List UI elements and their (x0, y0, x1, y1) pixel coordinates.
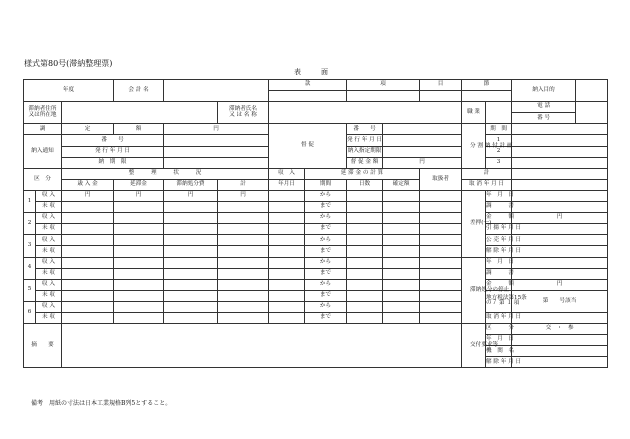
name-value[interactable] (269, 102, 462, 124)
status-header: 整 理 状 況 (62, 168, 269, 179)
address-label: 滞納者住所 又は所在地 (24, 102, 62, 124)
release-date-label: 解 除 年 月 日 (486, 246, 512, 257)
phone-value[interactable] (576, 102, 608, 124)
agency-value[interactable] (512, 346, 608, 357)
assessed-label-3: 額 (114, 124, 164, 135)
row-unpaid: 未 収 (36, 224, 62, 235)
notice-issue-label: 発 行 年 月 日 (62, 146, 164, 157)
period-to: まで (305, 268, 347, 279)
delivery-request-label: 交付要求等 (462, 324, 486, 368)
period-from: から (305, 235, 347, 246)
cell[interactable] (420, 246, 462, 257)
days-col: 日数 (347, 179, 383, 190)
tax-sub-value[interactable] (420, 91, 462, 102)
cell[interactable] (269, 246, 305, 257)
cell[interactable] (420, 257, 462, 268)
account-name-value[interactable] (164, 80, 269, 102)
tax-section-label: 項 (347, 80, 420, 91)
period-from: から (305, 190, 347, 201)
notice-issue-value[interactable] (164, 146, 269, 157)
name-label: 滞納者氏名 又 は 名 称 (218, 102, 269, 124)
notice-due-value[interactable] (164, 157, 269, 168)
row-no: 4 (24, 257, 36, 279)
cell[interactable] (218, 312, 269, 323)
days-cell[interactable] (347, 190, 383, 201)
cell[interactable] (62, 202, 114, 213)
period-to: まで (305, 202, 347, 213)
cell[interactable] (420, 268, 462, 279)
revenue-cell[interactable]: 円 (62, 190, 114, 201)
cell[interactable] (62, 257, 114, 268)
period-to: まで (305, 312, 347, 323)
cell[interactable] (269, 257, 305, 268)
cell[interactable] (62, 312, 114, 323)
cell[interactable] (62, 301, 114, 312)
cell[interactable] (62, 224, 114, 235)
handler-header: 取扱者 (420, 168, 462, 190)
suspension-cancel-value[interactable] (512, 312, 608, 323)
cell[interactable] (383, 213, 420, 224)
seizure-date-label: 年 月 日 (486, 190, 512, 201)
seizure-amount-value[interactable]: 円 (512, 213, 608, 224)
period-from: から (305, 257, 347, 268)
dun-label: 督 促 (269, 124, 347, 168)
auction-date-value[interactable] (512, 235, 608, 246)
cell[interactable] (164, 213, 218, 224)
category-row-value[interactable]: 交 ・ 参 (512, 324, 608, 335)
period-from: から (305, 213, 347, 224)
receipt-date-cell[interactable] (269, 190, 305, 201)
dun-number-value[interactable] (383, 124, 462, 135)
cell[interactable] (62, 268, 114, 279)
period-to: まで (305, 290, 347, 301)
cell[interactable] (347, 312, 383, 323)
cell[interactable] (114, 312, 164, 323)
cell[interactable] (420, 202, 462, 213)
tax-sub-label: 目 (420, 80, 462, 91)
cell[interactable] (347, 268, 383, 279)
cell[interactable] (62, 246, 114, 257)
installment-label: 分 割 納 付 計 画 (462, 124, 486, 168)
dun-deadline-value[interactable] (383, 146, 462, 157)
request-release-value[interactable] (512, 357, 608, 368)
row-unpaid: 未 収 (36, 268, 62, 279)
period-from: から (305, 279, 347, 290)
cell[interactable] (218, 224, 269, 235)
total-cell[interactable]: 円 (218, 190, 269, 201)
cell[interactable] (114, 290, 164, 301)
cell[interactable] (269, 290, 305, 301)
request-date-label: 年 月 日 (486, 335, 512, 346)
side-title: 表 面 (294, 68, 330, 76)
cell[interactable] (269, 279, 305, 290)
cell[interactable] (114, 279, 164, 290)
cell[interactable] (164, 202, 218, 213)
cell[interactable] (114, 235, 164, 246)
phone-label: 電 話 (512, 102, 576, 113)
cell[interactable] (218, 235, 269, 246)
dun-issue-label: 発 行 年 月 日 (347, 135, 383, 146)
cell[interactable] (218, 279, 269, 290)
request-date-value[interactable] (512, 335, 608, 346)
revenue-col: 歳 入 金 (62, 179, 114, 190)
cell[interactable] (347, 235, 383, 246)
cell[interactable] (383, 268, 420, 279)
cell[interactable] (347, 257, 383, 268)
cell[interactable] (383, 246, 420, 257)
notice-number-value[interactable] (164, 135, 269, 146)
fiscal-year-label: 年度 (24, 80, 114, 102)
law-ref-label: 地方税法第15条 の７ 第 １ 項 (486, 290, 512, 312)
cell[interactable] (114, 202, 164, 213)
seizure-date-value[interactable] (512, 190, 608, 201)
cell[interactable] (420, 224, 462, 235)
cell[interactable] (383, 279, 420, 290)
late-fee-cell[interactable]: 円 (114, 190, 164, 201)
cell[interactable] (347, 301, 383, 312)
seizure-record-value[interactable] (512, 202, 608, 213)
row-receipt: 収 入 (36, 213, 62, 224)
cell[interactable] (114, 213, 164, 224)
cell[interactable] (383, 301, 420, 312)
cell[interactable] (164, 312, 218, 323)
seizure-label: 差押(一) (462, 190, 486, 257)
cell[interactable] (218, 257, 269, 268)
pullout-date-label: 引 揚 年 月 日 (486, 224, 512, 235)
plan-total-label: 計 (462, 168, 512, 179)
cell[interactable] (218, 268, 269, 279)
cell[interactable] (383, 224, 420, 235)
cell[interactable] (383, 312, 420, 323)
cell[interactable] (218, 246, 269, 257)
suspension-amount-value[interactable]: 円 (512, 279, 608, 290)
remarks-label: 摘 要 (24, 324, 62, 368)
cell[interactable] (164, 224, 218, 235)
installment-1: 1 (486, 135, 512, 146)
tax-clause-value[interactable] (462, 91, 512, 102)
category-row-label: 区 分 (486, 324, 512, 335)
row-no: 6 (24, 301, 36, 323)
cell[interactable] (383, 257, 420, 268)
cell[interactable] (114, 268, 164, 279)
cell[interactable] (347, 202, 383, 213)
cell[interactable] (420, 312, 462, 323)
installment-3: 3 (486, 157, 512, 168)
cell[interactable] (62, 290, 114, 301)
cell[interactable] (383, 235, 420, 246)
dun-issue-value[interactable] (383, 135, 462, 146)
period-to: まで (305, 224, 347, 235)
cancel-date-value[interactable] (512, 179, 608, 190)
cell[interactable] (347, 246, 383, 257)
occupation-label: 職 業 (462, 102, 486, 124)
cell[interactable] (164, 246, 218, 257)
suspension-record-value[interactable] (512, 268, 608, 279)
fixed-cell[interactable] (383, 190, 420, 201)
dun-amount-value[interactable]: 円 (383, 157, 462, 168)
form-number: 様式第80号(滞納整理票) (24, 59, 113, 68)
cell[interactable] (420, 213, 462, 224)
suspension-date-value[interactable] (512, 257, 608, 268)
row-unpaid: 未 収 (36, 246, 62, 257)
installment-1-value[interactable] (512, 135, 608, 146)
assessed-amount[interactable]: 円 (164, 124, 269, 135)
row-receipt: 収 入 (36, 279, 62, 290)
cell[interactable] (347, 213, 383, 224)
late-fee-col: 延滞金 (114, 179, 164, 190)
cell[interactable] (347, 224, 383, 235)
account-name-label: 会 計 名 (114, 80, 164, 102)
receipt-header: 収 入 (269, 168, 305, 179)
arrears-calc-header: 延 滞 金 の 計 算 (305, 168, 420, 179)
notice-label: 納入通知 (24, 135, 62, 168)
row-receipt: 収 入 (36, 301, 62, 312)
auction-date-label: 公 売 年 月 日 (486, 235, 512, 246)
cell[interactable] (164, 257, 218, 268)
purpose-value[interactable] (576, 80, 608, 102)
assessed-label-2: 定 (62, 124, 114, 135)
cell[interactable] (269, 312, 305, 323)
cell[interactable] (114, 301, 164, 312)
assessed-label: 調 (24, 124, 62, 135)
cell[interactable] (114, 246, 164, 257)
suspension-label: 滞納処分の停止 (462, 257, 486, 324)
dun-amount-label: 督 促 金 額 (347, 157, 383, 168)
period-value[interactable] (512, 124, 608, 135)
row-receipt: 収 入 (36, 190, 62, 201)
handler-cell[interactable] (420, 190, 462, 201)
law-clause[interactable]: 第 号該当 (512, 290, 608, 312)
cell[interactable] (420, 279, 462, 290)
cell[interactable] (420, 235, 462, 246)
seizure-amount-label: 金 額 (486, 213, 512, 224)
period-col: 期間 (305, 179, 347, 190)
cell[interactable] (269, 202, 305, 213)
cell[interactable] (164, 279, 218, 290)
row-no: 1 (24, 190, 36, 212)
arrears-form (23, 79, 608, 368)
notice-number-label: 番 号 (62, 135, 164, 146)
cell[interactable] (420, 290, 462, 301)
seizure-record-label: 調 書 (486, 202, 512, 213)
cell[interactable] (269, 268, 305, 279)
suspension-amount-label: 金 額 (486, 279, 512, 290)
receipt-date-col: 年月日 (269, 179, 305, 190)
request-release-label: 解 除 年 月 日 (486, 357, 512, 368)
installment-2-value[interactable] (512, 146, 608, 157)
category-label: 区 分 (24, 168, 62, 190)
cell[interactable] (347, 279, 383, 290)
pullout-date-value[interactable] (512, 224, 608, 235)
dun-number-label: 番 号 (347, 124, 383, 135)
row-unpaid: 未 収 (36, 202, 62, 213)
suspension-date-label: 年 月 日 (486, 257, 512, 268)
cell[interactable] (269, 213, 305, 224)
plan-total-value[interactable] (512, 168, 608, 179)
tax-clause-label: 節 (462, 80, 512, 91)
cell[interactable] (218, 213, 269, 224)
cell[interactable] (383, 290, 420, 301)
row-no: 3 (24, 235, 36, 257)
cell[interactable] (269, 235, 305, 246)
row-unpaid: 未 収 (36, 290, 62, 301)
tax-item-label: 款 (269, 80, 347, 91)
period-label: 期 間 (486, 124, 512, 135)
suspension-cancel-label: 取 消 年 月 日 (486, 312, 512, 323)
installment-3-value[interactable] (512, 157, 608, 168)
cell[interactable] (62, 279, 114, 290)
cell[interactable] (164, 290, 218, 301)
purpose-label: 納入目的 (512, 80, 576, 102)
fixed-amount-col: 確定額 (383, 179, 420, 190)
cell[interactable] (164, 268, 218, 279)
row-no: 5 (24, 279, 36, 301)
period-from: から (305, 301, 347, 312)
cell[interactable] (218, 202, 269, 213)
occupation-value[interactable] (486, 102, 512, 124)
disposal-fee-col: 滞納処分費 (164, 179, 218, 190)
footnote: 備考 用紙の寸法は日本工業規格B列5とすること。 (31, 400, 172, 407)
remarks-value[interactable] (62, 324, 462, 368)
tax-section-value[interactable] (347, 91, 420, 102)
installment-2: 2 (486, 146, 512, 157)
row-no: 2 (24, 213, 36, 235)
cancel-date-label: 取 消 年 月 日 (462, 179, 512, 190)
phone-label-2: 番 号 (512, 113, 576, 124)
dun-deadline-label: 納入指定期限 (347, 146, 383, 157)
cell[interactable] (62, 235, 114, 246)
cell[interactable] (383, 202, 420, 213)
agency-label: 機 関 名 (486, 346, 512, 357)
notice-due-label: 納 期 限 (62, 157, 164, 168)
cell[interactable] (269, 301, 305, 312)
period-to: まで (305, 246, 347, 257)
cell[interactable] (164, 301, 218, 312)
tax-item-value[interactable] (269, 91, 347, 102)
suspension-record-label: 調 書 (486, 268, 512, 279)
cell[interactable] (218, 290, 269, 301)
cell[interactable] (347, 290, 383, 301)
release-date-value[interactable] (512, 246, 608, 257)
cell[interactable] (114, 224, 164, 235)
row-receipt: 収 入 (36, 235, 62, 246)
row-receipt: 収 入 (36, 257, 62, 268)
cell[interactable] (114, 257, 164, 268)
disposal-cell[interactable]: 円 (164, 190, 218, 201)
address-value[interactable] (62, 102, 218, 124)
cell[interactable] (218, 301, 269, 312)
cell[interactable] (420, 301, 462, 312)
row-unpaid: 未 収 (36, 312, 62, 323)
total-col: 計 (218, 179, 269, 190)
cell[interactable] (164, 235, 218, 246)
cell[interactable] (269, 224, 305, 235)
cell[interactable] (62, 213, 114, 224)
